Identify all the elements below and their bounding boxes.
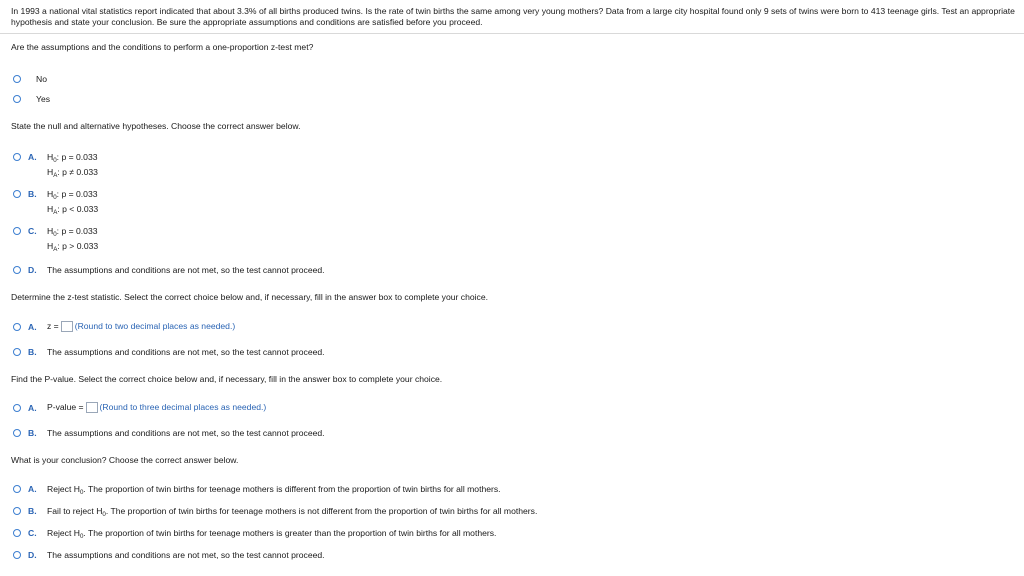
q1-label-yes: Yes [36,94,51,104]
q2-letter-c: C. [28,226,37,236]
q3-letter-a: A. [28,322,37,332]
q2-a-null: $H_0$: p = 0.033 [47,152,98,164]
q3-a-content [47,321,235,332]
q3-hint: (Round to two decimal places as needed.) [74,321,236,331]
q4-letter-b: B. [28,428,37,438]
q5-letter-b: B. [28,506,37,516]
q1-prompt: Are the assumptions and the conditions to perform a one-proportion z-test met? [11,42,314,52]
q5-letter-d: D. [28,550,37,560]
q2-b-null: $H_0$: p = 0.033 [47,189,98,201]
q5-radio-b[interactable] [13,507,21,515]
q1-radio-no[interactable] [13,75,21,83]
q2-c-alt: $H_A$: p > 0.033 [47,241,99,253]
q3-radio-b[interactable] [13,348,21,356]
q5-a-text: Reject $H_0$. The proportion of twin births for teenage mothers is different from the proportion of twin births for all mothers. [47,484,501,496]
q2-letter-a: A. [28,152,37,162]
q2-c-null: $H_0$: p = 0.033 [47,226,98,238]
q3-z-label: z = [47,321,59,331]
q5-d-text: The assumptions and conditions are not met, so the test cannot proceed. [47,550,325,560]
q1-label-no: No [36,74,47,84]
q4-prompt: Find the P-value. Select the correct choice below and, if necessary, fill in the answer box to complete your choice. [11,374,443,384]
q4-hint: (Round to three decimal places as needed.) [99,402,267,412]
q2-a-alt: $H_A$: p ≠ 0.033 [47,167,98,179]
q3-letter-b: B. [28,347,37,357]
q2-b-alt: $H_A$: p < 0.033 [47,204,99,216]
q4-a-content [47,402,266,413]
q2-letter-b: B. [28,189,37,199]
q4-b-text: The assumptions and conditions are not met, so the test cannot proceed. [47,428,325,438]
q2-radio-d[interactable] [13,266,21,274]
q2-radio-c[interactable] [13,227,21,235]
q5-radio-d[interactable] [13,551,21,559]
q3-b-text: The assumptions and conditions are not met, so the test cannot proceed. [47,347,325,357]
q5-b-text: Fail to reject $H_0$. The proportion of twin births for teenage mothers is not different from the proportion of twin births for all mothers. [47,506,538,518]
problem-statement: In 1993 a national vital statistics report indicated that about 3.3% of all births produced twins. Is the rate of twin births the same among very young mothers? Data from a large city hospital found only 9 sets of twins were born to 413 teenage girls. Test an appropriate hypothesis and state your conclusion. Be sure the appropriate assumptions and conditions are satisfied before you proceed. [11,6,1015,27]
q2-radio-b[interactable] [13,190,21,198]
q5-c-text: Reject $H_0$. The proportion of twin births for teenage mothers is greater than the proportion of twin births for all mothers. [47,528,497,540]
q5-radio-c[interactable] [13,529,21,537]
q3-prompt: Determine the z-test statistic. Select the correct choice below and, if necessary, fill in the answer box to complete your choice. [11,292,489,302]
q4-pvalue-label: P-value = [47,402,84,412]
q4-radio-b[interactable] [13,429,21,437]
z-answer-box[interactable] [61,321,73,332]
q5-letter-c: C. [28,528,37,538]
q4-letter-a: A. [28,403,37,413]
q2-d-text: The assumptions and conditions are not met, so the test cannot proceed. [47,265,325,275]
q4-radio-a[interactable] [13,404,21,412]
divider [0,33,1024,34]
pvalue-answer-box[interactable] [86,402,98,413]
q1-radio-yes[interactable] [13,95,21,103]
q2-letter-d: D. [28,265,37,275]
q5-radio-a[interactable] [13,485,21,493]
q2-prompt: State the null and alternative hypotheses. Choose the correct answer below. [11,121,301,131]
q3-radio-a[interactable] [13,323,21,331]
q5-letter-a: A. [28,484,37,494]
q5-prompt: What is your conclusion? Choose the correct answer below. [11,455,239,465]
q2-radio-a[interactable] [13,153,21,161]
